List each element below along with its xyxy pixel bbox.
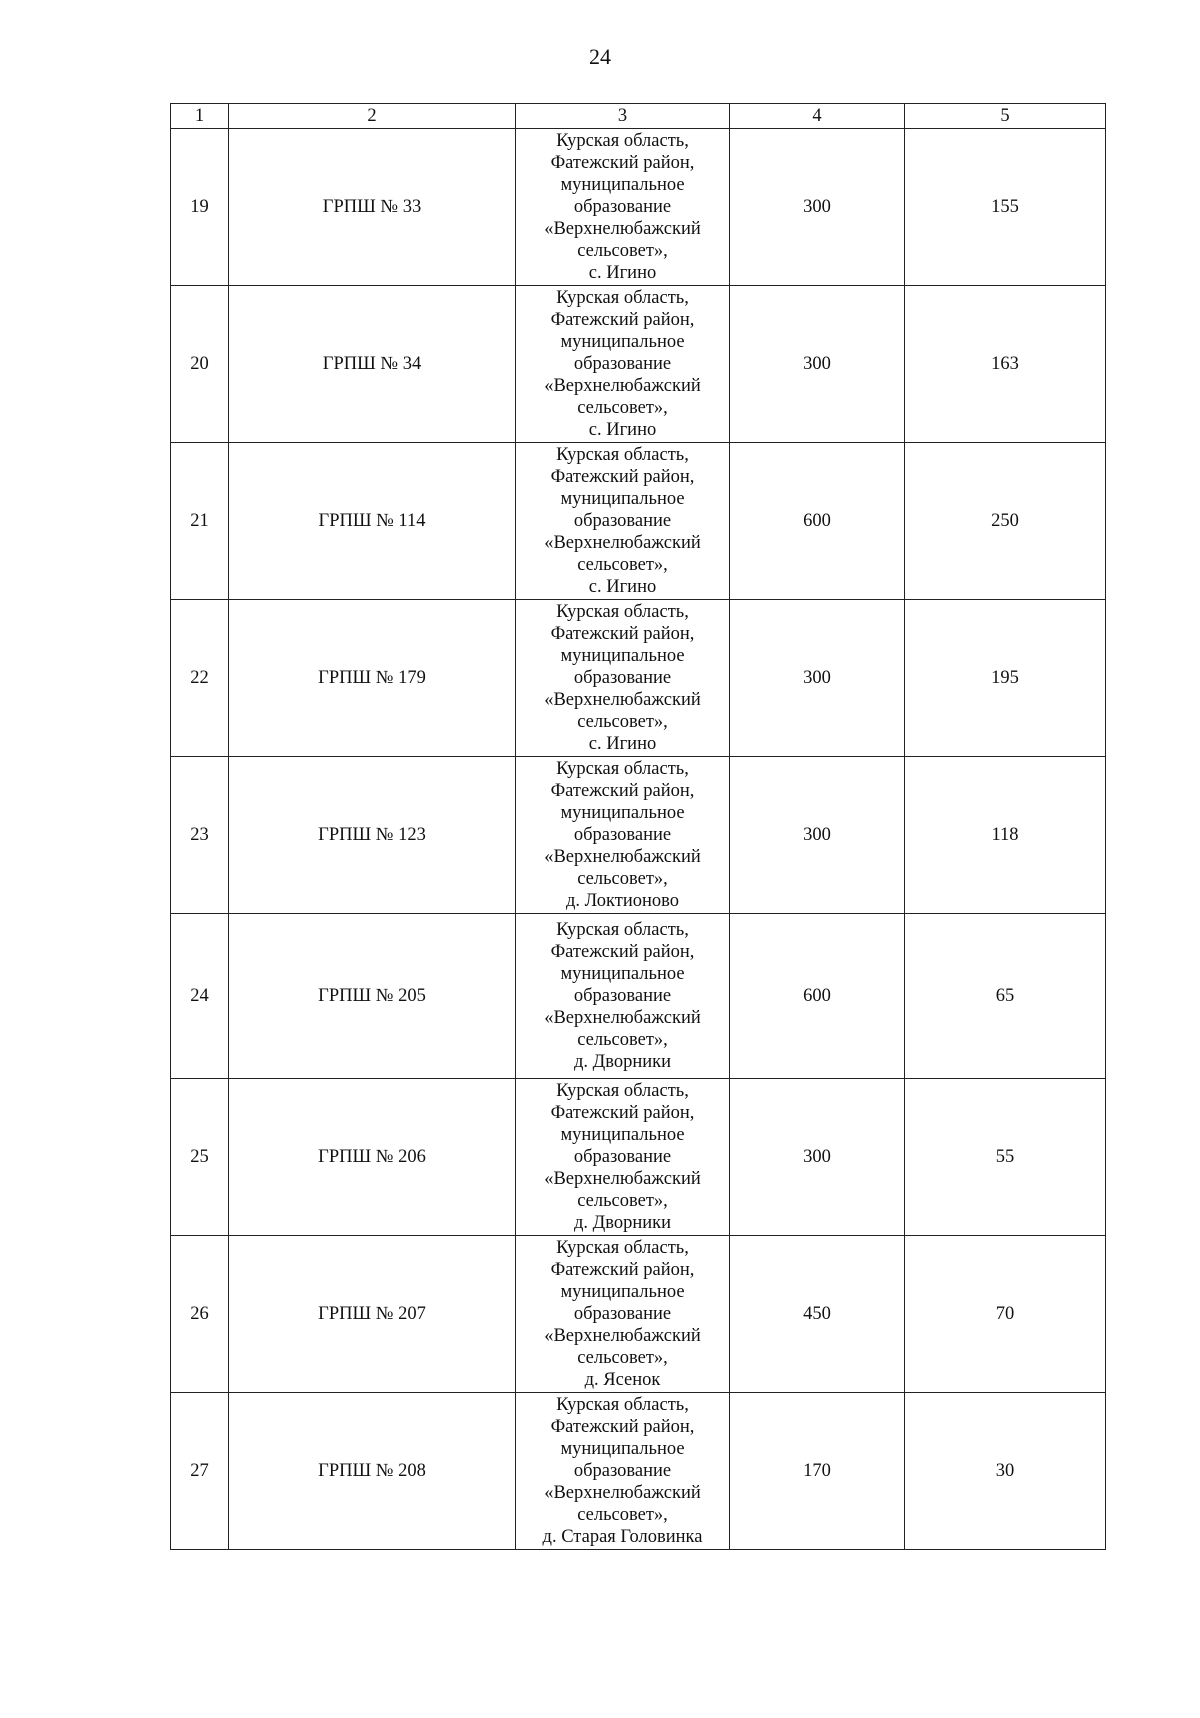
header-col-1: 1	[171, 104, 229, 129]
address-line: д. Локтионово	[566, 891, 679, 911]
page-number: 24	[589, 44, 611, 69]
header-col-2: 2	[229, 104, 516, 129]
row-col4-cell: 450	[730, 1236, 905, 1393]
address-line: «Верхнелюбажский	[544, 1326, 701, 1346]
address-line: сельсовет»,	[577, 1191, 668, 1211]
address-line: Фатежский район,	[550, 1103, 695, 1123]
address-line: муниципальное	[560, 175, 685, 195]
row-name-cell: ГРПШ № 114	[229, 443, 516, 600]
address-line: образование	[573, 1461, 672, 1481]
row-name-cell: ГРПШ № 123	[229, 757, 516, 914]
row-name-cell: ГРПШ № 206	[229, 1079, 516, 1236]
row-number-cell: 26	[171, 1236, 229, 1393]
row-address-cell	[516, 600, 730, 757]
data-table	[170, 103, 1106, 1550]
row-col4-cell: 600	[730, 914, 905, 1079]
row-number-cell: 20	[171, 286, 229, 443]
address-line: Курская область,	[556, 131, 689, 151]
address-line: муниципальное	[560, 332, 685, 352]
header-col-4: 4	[730, 104, 905, 129]
table-row	[171, 757, 1106, 914]
row-col4-cell: 300	[730, 286, 905, 443]
address-line: сельсовет»,	[577, 398, 668, 418]
row-col5-cell: 163	[905, 286, 1106, 443]
row-address-cell	[516, 1393, 730, 1550]
address-line: образование	[573, 1147, 672, 1167]
address-line: д. Дворники	[573, 1052, 672, 1072]
table-row	[171, 1393, 1106, 1550]
address-line: муниципальное	[560, 646, 685, 666]
row-number-cell: 21	[171, 443, 229, 600]
address-line: с. Игино	[588, 577, 657, 597]
address-line: Фатежский район,	[550, 153, 695, 173]
address-line: с. Игино	[588, 420, 657, 440]
address-line: д. Старая Головинка	[542, 1527, 703, 1547]
table-row	[171, 1079, 1106, 1236]
address-line: «Верхнелюбажский	[544, 1483, 701, 1503]
address-line: Фатежский район,	[550, 467, 695, 487]
header-col-3: 3	[516, 104, 730, 129]
address-line: образование	[573, 197, 672, 217]
row-address-cell	[516, 914, 730, 1079]
row-col5-cell: 65	[905, 914, 1106, 1079]
row-address-cell	[516, 1079, 730, 1236]
table-row	[171, 914, 1106, 1079]
address-line: «Верхнелюбажский	[544, 1169, 701, 1189]
row-address-cell	[516, 1236, 730, 1393]
row-col5-cell: 155	[905, 129, 1106, 286]
address-line: с. Игино	[588, 734, 657, 754]
row-number-cell: 24	[171, 914, 229, 1079]
address-line: образование	[573, 511, 672, 531]
address-line: «Верхнелюбажский	[544, 847, 701, 867]
row-name-cell: ГРПШ № 33	[229, 129, 516, 286]
address-line: муниципальное	[560, 489, 685, 509]
row-number-cell: 27	[171, 1393, 229, 1550]
address-line: с. Игино	[588, 263, 657, 283]
header-col-5: 5	[905, 104, 1106, 129]
table-header	[171, 104, 1106, 129]
row-col5-cell: 30	[905, 1393, 1106, 1550]
table-row	[171, 600, 1106, 757]
address-line: сельсовет»,	[577, 712, 668, 732]
address-line: сельсовет»,	[577, 1348, 668, 1368]
row-col4-cell: 600	[730, 443, 905, 600]
address-line: сельсовет»,	[577, 1505, 668, 1525]
row-number-cell: 23	[171, 757, 229, 914]
row-number-cell: 25	[171, 1079, 229, 1236]
address-line: «Верхнелюбажский	[544, 690, 701, 710]
table-row	[171, 129, 1106, 286]
address-line: Курская область,	[556, 759, 689, 779]
address-line: муниципальное	[560, 964, 685, 984]
address-line: сельсовет»,	[577, 869, 668, 889]
address-line: «Верхнелюбажский	[544, 219, 701, 239]
address-line: «Верхнелюбажский	[544, 533, 701, 553]
address-line: образование	[573, 354, 672, 374]
address-line: д. Дворники	[573, 1213, 672, 1233]
address-line: Курская область,	[556, 1395, 689, 1415]
address-line: муниципальное	[560, 1282, 685, 1302]
row-col4-cell: 300	[730, 1079, 905, 1236]
address-line: Курская область,	[556, 920, 689, 940]
row-col5-cell: 118	[905, 757, 1106, 914]
table-row	[171, 443, 1106, 600]
address-line: сельсовет»,	[577, 1030, 668, 1050]
row-name-cell: ГРПШ № 179	[229, 600, 516, 757]
row-name-cell: ГРПШ № 34	[229, 286, 516, 443]
address-line: муниципальное	[560, 1439, 685, 1459]
address-line: сельсовет»,	[577, 241, 668, 261]
address-line: образование	[573, 825, 672, 845]
address-line: Курская область,	[556, 602, 689, 622]
address-line: д. Ясенок	[584, 1370, 661, 1390]
address-line: Фатежский район,	[550, 1417, 695, 1437]
address-line: Курская область,	[556, 1081, 689, 1101]
address-line: муниципальное	[560, 1125, 685, 1145]
row-col5-cell: 70	[905, 1236, 1106, 1393]
row-address-cell	[516, 757, 730, 914]
address-line: «Верхнелюбажский	[544, 1008, 701, 1028]
address-line: образование	[573, 668, 672, 688]
address-line: Курская область,	[556, 288, 689, 308]
table-row	[171, 1236, 1106, 1393]
address-line: Фатежский район,	[550, 310, 695, 330]
header-row	[171, 104, 1106, 129]
address-line: Фатежский район,	[550, 624, 695, 644]
address-line: Курская область,	[556, 1238, 689, 1258]
row-col4-cell: 300	[730, 129, 905, 286]
row-address-cell	[516, 129, 730, 286]
table-body	[171, 129, 1106, 1550]
address-line: Фатежский район,	[550, 781, 695, 801]
row-name-cell: ГРПШ № 208	[229, 1393, 516, 1550]
address-line: Фатежский район,	[550, 942, 695, 962]
address-line: образование	[573, 1304, 672, 1324]
row-col5-cell: 195	[905, 600, 1106, 757]
row-col4-cell: 300	[730, 600, 905, 757]
row-col5-cell: 55	[905, 1079, 1106, 1236]
address-line: «Верхнелюбажский	[544, 376, 701, 396]
address-line: Фатежский район,	[550, 1260, 695, 1280]
row-address-cell	[516, 286, 730, 443]
row-number-cell: 22	[171, 600, 229, 757]
row-address-cell	[516, 443, 730, 600]
row-number-cell: 19	[171, 129, 229, 286]
row-col4-cell: 170	[730, 1393, 905, 1550]
row-col4-cell: 300	[730, 757, 905, 914]
address-line: сельсовет»,	[577, 555, 668, 575]
row-col5-cell: 250	[905, 443, 1106, 600]
row-name-cell: ГРПШ № 207	[229, 1236, 516, 1393]
address-line: Курская область,	[556, 445, 689, 465]
table-row	[171, 286, 1106, 443]
row-name-cell: ГРПШ № 205	[229, 914, 516, 1079]
address-line: муниципальное	[560, 803, 685, 823]
address-line: образование	[573, 986, 672, 1006]
